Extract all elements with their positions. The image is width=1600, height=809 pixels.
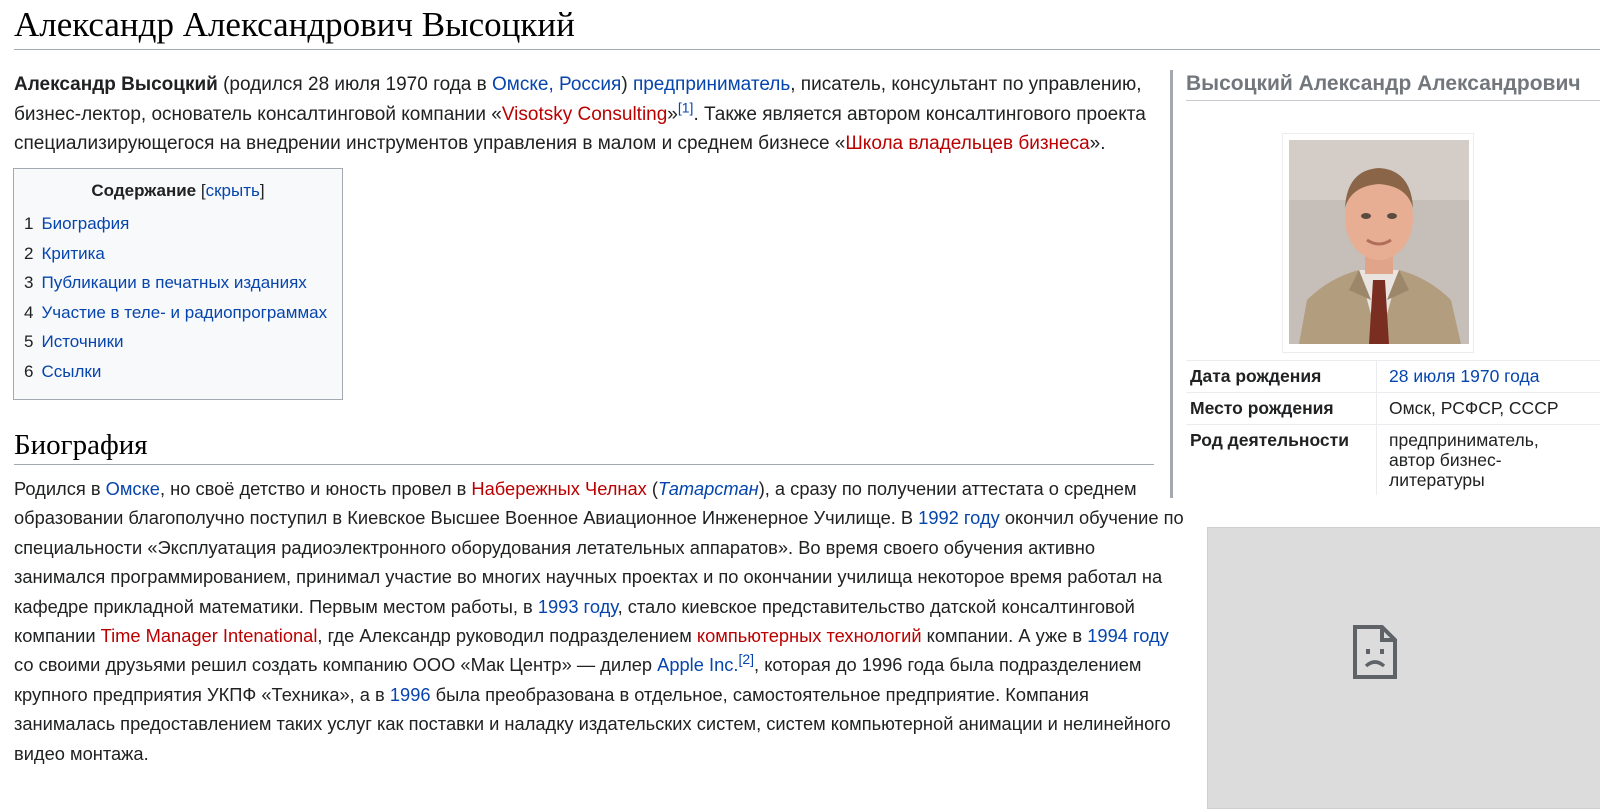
intro-text: , писатель, консультант по управлению, бизнес-лектор, основатель консалтинговой компании «: [14, 74, 1142, 125]
link-computer-technologies[interactable]: компьютерных технологий: [696, 625, 922, 647]
infobox-value: предприниматель, автор бизнес-литературы: [1389, 430, 1539, 490]
link-entrepreneur[interactable]: предприниматель: [632, 74, 791, 95]
infobox-value: Омск, РСФСР, СССР: [1389, 398, 1559, 418]
infobox-label: Дата рождения: [1186, 361, 1377, 392]
intro-paragraph: [14, 70, 1164, 159]
intro-text: (родился 28 июля 1970 года в: [217, 74, 493, 95]
toc-item[interactable]: [24, 209, 332, 239]
infobox-label: Род деятельности: [1186, 425, 1377, 495]
intro-text: . Также является автором консалтингового проекта специализирующегося на внедрении инструментов управления в малом и среднем бизнесе «: [14, 103, 1146, 154]
link-1993[interactable]: 1993 году: [537, 595, 618, 617]
bio-text: ), а сразу по получении аттестата о среднем образовании благополучно поступил в Киевское Высшее Военное Авиационное Инженерное Училище. В: [14, 478, 1137, 529]
link-tatarstan[interactable]: Татарстан: [658, 478, 759, 499]
infobox-divider: [1170, 70, 1173, 498]
infobox-row: [1186, 360, 1600, 392]
link-omsk-russia[interactable]: Омске, Россия: [492, 74, 622, 95]
infobox-value: [1377, 361, 1600, 392]
toc-link-sources[interactable]: Источники: [41, 332, 124, 352]
toc-link-criticism[interactable]: Критика: [41, 243, 105, 263]
link-omsk[interactable]: Омске: [105, 478, 160, 499]
toc-number: 1: [24, 214, 34, 233]
intro-bold-name: Александр Высоцкий: [14, 74, 218, 95]
toc-title: Содержание: [91, 181, 197, 200]
link-naberezhnye-chelny[interactable]: Набережных Челнах: [471, 478, 647, 499]
link-1994[interactable]: 1994 году: [1087, 625, 1169, 647]
portrait-illustration: [1289, 140, 1469, 344]
link-1992[interactable]: 1992 году: [918, 507, 1000, 529]
toc-number: 6: [24, 361, 34, 381]
toc-link-tv-radio[interactable]: Участие в теле- и радиопрограммах: [41, 302, 328, 322]
link-visotsky-consulting[interactable]: Visotsky Consulting: [501, 103, 668, 125]
portrait-photo[interactable]: [1289, 140, 1469, 344]
biography-paragraph: [14, 474, 1184, 768]
toc-header: [24, 181, 332, 201]
toc-link-publications[interactable]: Публикации в печатных изданиях: [41, 273, 307, 293]
bio-text: , где Александр руководил подразделением: [317, 625, 697, 647]
infobox-row: [1186, 424, 1600, 495]
link-business-owners-school[interactable]: Школа владельцев бизнеса: [845, 133, 1090, 154]
toc-link-biography[interactable]: Биография: [41, 214, 130, 233]
infobox-row: [1186, 392, 1600, 424]
toc-item[interactable]: [24, 268, 332, 298]
toc-bracket: ]: [259, 181, 265, 200]
link-time-manager[interactable]: Time Manager Intenational: [100, 625, 318, 647]
toc-number: 4: [24, 302, 34, 322]
reference-2[interactable]: [2]: [738, 651, 755, 668]
toc-hide-link[interactable]: скрыть: [205, 181, 260, 200]
broken-image-icon: [1352, 624, 1398, 685]
intro-text: ): [621, 74, 633, 95]
link-birth-date[interactable]: 28 июля 1970 года: [1389, 366, 1540, 386]
table-of-contents: [13, 168, 343, 400]
toc-item[interactable]: [24, 327, 332, 357]
toc-number: 2: [24, 243, 34, 263]
bio-text: , но своё детство и юность провел в: [159, 478, 472, 499]
bio-text: со своими друзьями решил создать компанию ООО «Мак Центр» — дилер: [14, 654, 658, 676]
infobox-label: Место рождения: [1186, 393, 1377, 424]
link-1996[interactable]: 1996: [389, 683, 431, 705]
bio-text: , которая до 1996 года была подразделением крупного предприятия УКПФ «Техника», а в: [14, 654, 1142, 705]
toc-item[interactable]: [24, 298, 332, 328]
bio-text: компании. А уже в: [921, 625, 1088, 647]
infobox-photo-frame[interactable]: [1282, 133, 1474, 353]
link-apple[interactable]: Apple Inc.: [657, 654, 739, 676]
toc-link-links[interactable]: Ссылки: [41, 361, 102, 381]
reference-1[interactable]: [1]: [677, 99, 694, 116]
broken-image-placeholder: [1207, 527, 1600, 809]
toc-number: 3: [24, 273, 34, 293]
toc-number: 5: [24, 332, 34, 352]
bio-text: была преобразована в отдельное, самостоятельное предприятие. Компания занималась предоставлением таких услуг как поставки и наладку издательских систем, систем компьютерной анимации и нелинейного видео монтажа.: [14, 683, 1171, 764]
intro-text: ».: [1089, 133, 1106, 154]
intro-text: »: [667, 103, 678, 125]
bio-text: , стало киевское представительство датской консалтинговой компании: [14, 595, 1135, 647]
toc-item[interactable]: [24, 357, 332, 387]
toc-bracket: [: [196, 181, 206, 200]
bio-text: окончил обучение по специальности «Эксплуатация радиоэлектронного оборудования летательных аппаратов». Во время своего обучения активно занимался программированием, принимал участие во многих научных проектах и по окончании училища некоторое время работал на кафедре прикладной математики. Первым местом работы, в: [14, 507, 1184, 617]
bio-text: (: [646, 478, 658, 499]
page-title: Александр Александрович Высоцкий: [14, 2, 1600, 50]
infobox-table: [1186, 360, 1600, 495]
bio-text: Родился в: [14, 478, 106, 499]
toc-item[interactable]: [24, 239, 332, 269]
section-heading-biography: Биография: [14, 426, 1154, 465]
infobox-title: Высоцкий Александр Александрович: [1186, 72, 1600, 101]
toc-list: [24, 209, 332, 387]
